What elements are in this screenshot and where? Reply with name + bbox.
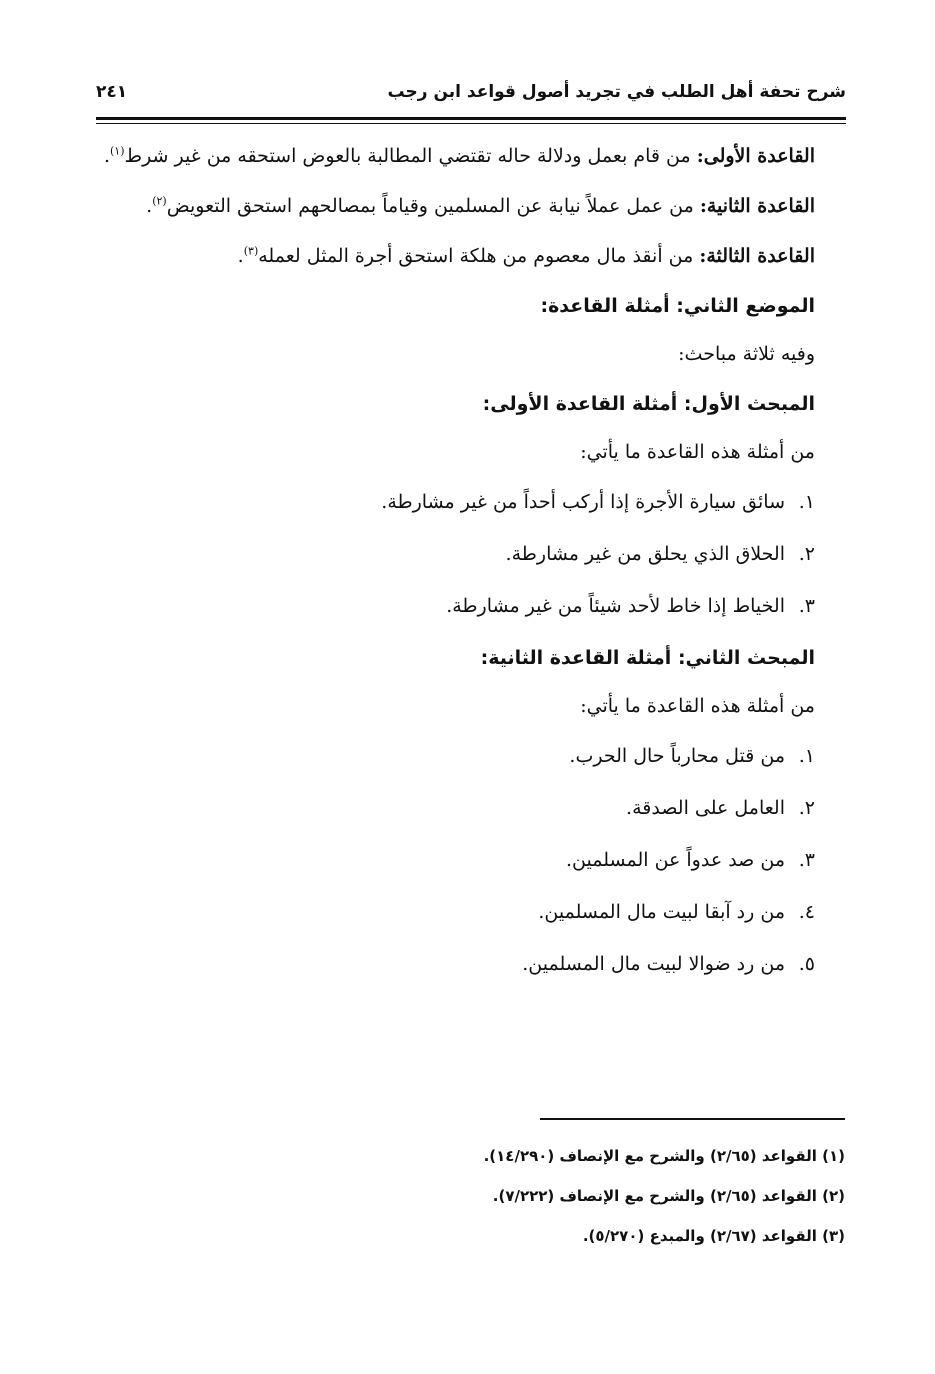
footnote-3: (٣) القواعد (٢/٦٧) والمبدع (٥/٢٧٠). xyxy=(582,1227,845,1245)
list-item xyxy=(100,484,845,520)
header-rule-thin xyxy=(96,123,846,124)
section-2-intro: وفيه ثلاثة مباحث: xyxy=(678,343,815,365)
footnote-separator xyxy=(540,1118,845,1120)
item-number: ١. xyxy=(798,745,815,767)
topic-2-heading: المبحث الثاني: أمثلة القاعدة الثانية: xyxy=(480,647,815,669)
rule-3-end: . xyxy=(237,245,244,267)
rule-2-text: من عمل عملاً نيابة عن المسلمين وقياماً بمصالحهم استحق التعويض xyxy=(166,195,694,217)
item-text: من رد آبقا لبيت مال المسلمين. xyxy=(538,901,785,923)
item-text: من رد ضوالا لبيت مال المسلمين. xyxy=(522,953,785,975)
page-number: ٢٤١ xyxy=(96,82,128,102)
item-number: ٥. xyxy=(798,953,815,975)
rule-2-paragraph xyxy=(100,188,845,224)
topic-1-list xyxy=(100,484,845,624)
item-number: ١. xyxy=(798,491,815,513)
rule-1-end: . xyxy=(103,145,110,167)
item-number: ٤. xyxy=(798,901,815,923)
footnote-2: (٢) القواعد (٢/٦٥) والشرح مع الإنصاف (٧/٢٢٢). xyxy=(492,1187,845,1205)
list-item xyxy=(100,536,845,572)
topic-1-heading: المبحث الأول: أمثلة القاعدة الأولى: xyxy=(482,393,815,415)
main-text xyxy=(100,138,845,998)
item-number: ٣. xyxy=(798,849,815,871)
book-title: شرح تحفة أهل الطلب في تجريد أصول قواعد ابن رجب xyxy=(387,82,846,102)
list-item xyxy=(100,588,845,624)
footnote-ref-3: (٣) xyxy=(243,244,259,258)
list-item xyxy=(100,842,845,878)
item-number: ٢. xyxy=(798,543,815,565)
footnote-1: (١) القواعد (٢/٦٥) والشرح مع الإنصاف (١٤/٢٩٠). xyxy=(483,1147,845,1165)
section-2-heading: الموضع الثاني: أمثلة القاعدة: xyxy=(540,295,815,317)
item-text: الحلاق الذي يحلق من غير مشارطة. xyxy=(505,543,785,565)
item-text: من صد عدواً عن المسلمين. xyxy=(566,849,785,871)
footnotes xyxy=(100,1146,845,1266)
rule-3-paragraph xyxy=(100,238,845,274)
rule-2-name: القاعدة الثانية: xyxy=(699,195,815,217)
rule-2-end: . xyxy=(146,195,153,217)
topic-1-intro: من أمثلة هذه القاعدة ما يأتي: xyxy=(580,441,815,463)
topic-2-intro: من أمثلة هذه القاعدة ما يأتي: xyxy=(580,695,815,717)
list-item xyxy=(100,790,845,826)
rule-1-name: القاعدة الأولى: xyxy=(696,145,815,167)
item-number: ٢. xyxy=(798,797,815,819)
topic-2-list xyxy=(100,738,845,982)
list-item xyxy=(100,946,845,982)
rule-1-paragraph xyxy=(100,138,845,174)
item-text: العامل على الصدقة. xyxy=(626,797,785,819)
rule-3-name: القاعدة الثالثة: xyxy=(699,245,815,267)
list-item xyxy=(100,894,845,930)
item-text: الخياط إذا خاط لأحد شيئاً من غير مشارطة. xyxy=(446,595,785,617)
footnote-ref-2: (٢) xyxy=(152,194,167,208)
rule-3-text: من أنقذ مال معصوم من هلكة استحق أجرة المثل لعمله xyxy=(258,245,694,267)
item-number: ٣. xyxy=(798,595,815,617)
item-text: من قتل محارباً حال الحرب. xyxy=(569,745,785,767)
item-text: سائق سيارة الأجرة إذا أركب أحداً من غير مشارطة. xyxy=(381,491,785,513)
rule-1-text: من قام بعمل ودلالة حاله تقتضي المطالبة بالعوض استحقه من غير شرط xyxy=(124,145,691,167)
footnote-ref-1: (١) xyxy=(109,144,125,158)
header-rule-thick xyxy=(96,117,846,120)
list-item xyxy=(100,738,845,774)
running-header xyxy=(96,78,846,112)
